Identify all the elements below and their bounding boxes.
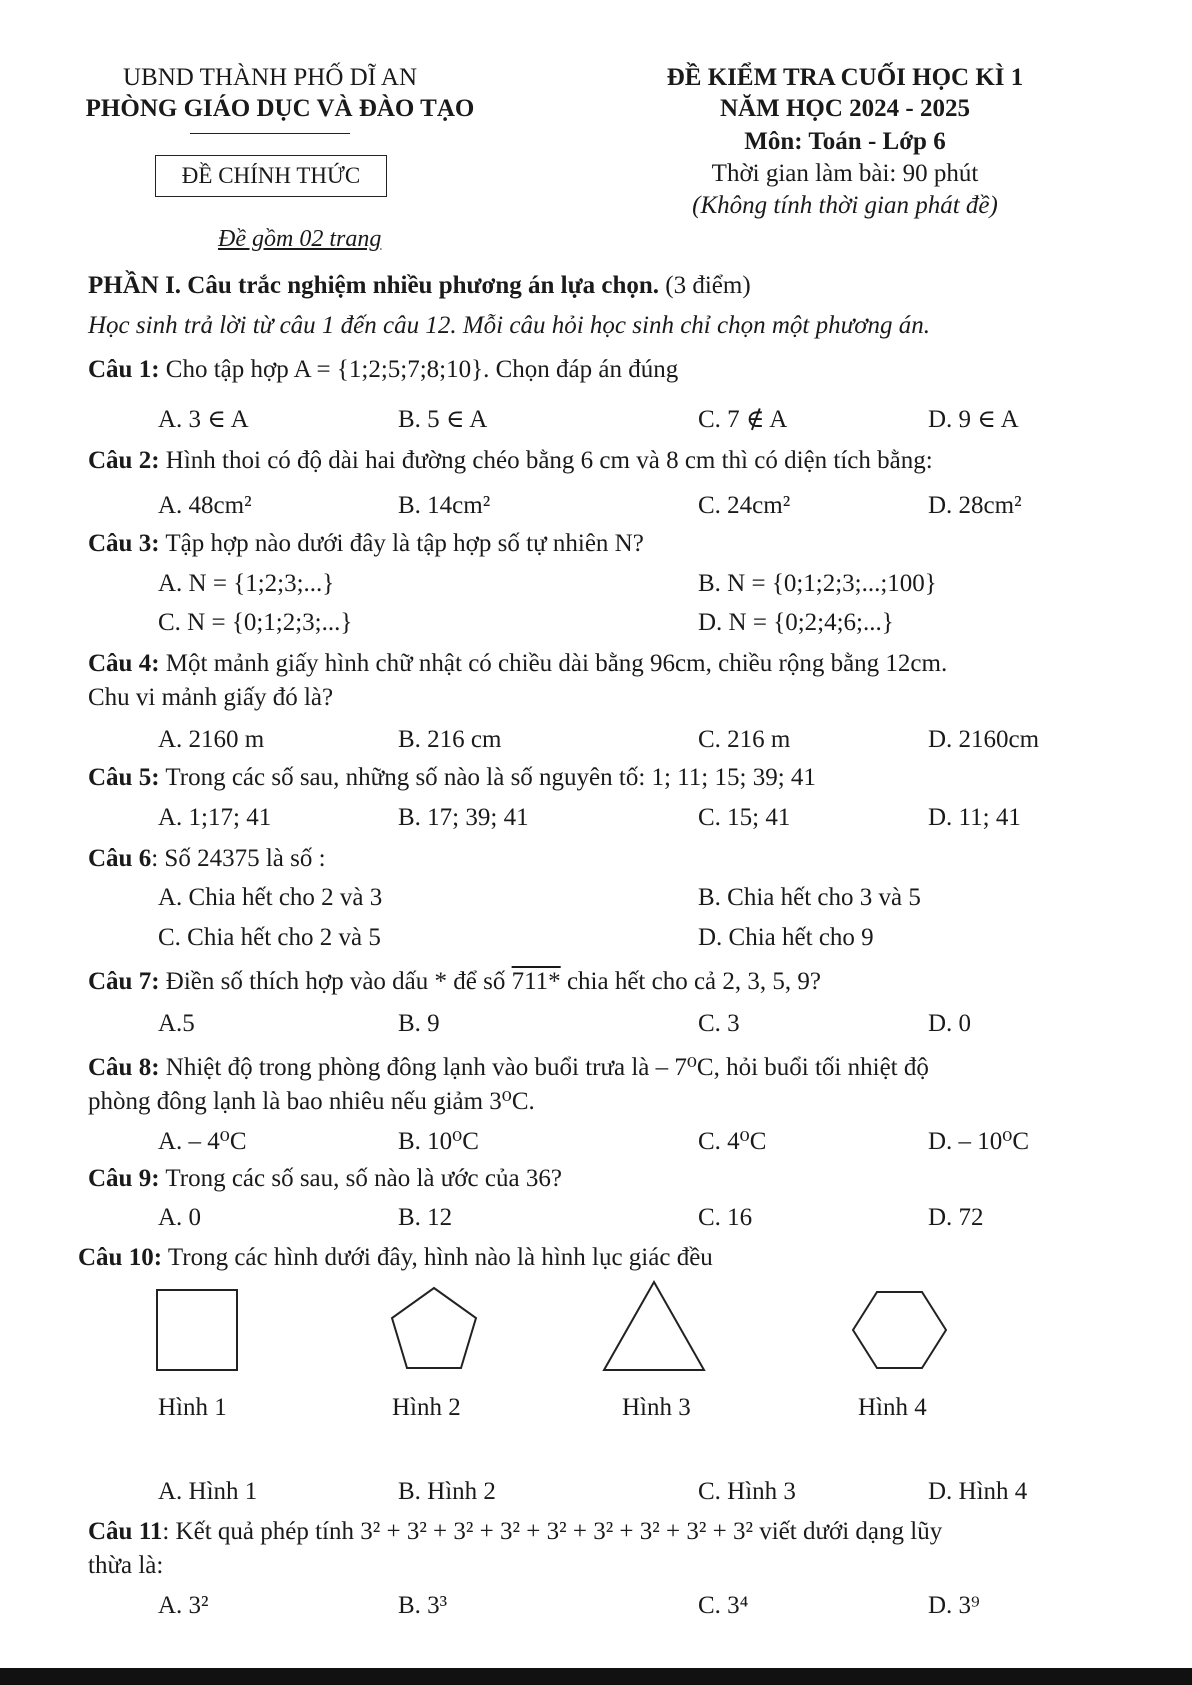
q9-option-a: A. 0 [158, 1204, 202, 1231]
figure-3-label: Hình 3 [622, 1394, 691, 1421]
q6-option-b: B. Chia hết cho 3 và 5 [698, 884, 921, 911]
header-department: UBND THÀNH PHỐ DĨ AN [123, 64, 417, 91]
q5-option-c: C. 15; 41 [698, 804, 791, 831]
hexagon-figure [853, 1292, 946, 1368]
q11-option-d: D. 3⁹ [928, 1592, 980, 1619]
question-5 [88, 764, 816, 792]
figure-1-label: Hình 1 [158, 1394, 227, 1421]
time-limit: Thời gian làm bài: 90 phút [711, 160, 979, 187]
q10-option-c: C. Hình 3 [698, 1478, 796, 1505]
question-text: Hình thoi có độ dài hai đường chéo bằng 6 cm và 8 cm thì có diện tích bằng: [159, 447, 933, 474]
q1-option-d: D. 9 ∈ A [928, 406, 1019, 433]
question-text-end: chia hết cho cả 2, 3, 5, 9? [560, 968, 822, 995]
school-year: NĂM HỌC 2024 - 2025 [720, 95, 970, 122]
q2-option-a: A. 48cm² [158, 492, 252, 519]
question-11 [88, 1518, 942, 1546]
question-8-cont: phòng đông lạnh là bao nhiêu nếu giảm 3⁰C. [88, 1088, 535, 1115]
q8-option-d: D. – 10⁰C [928, 1128, 1030, 1155]
part1-title: PHẦN I. Câu trắc nghiệm nhiều phương án lựa chọn. [88, 272, 660, 299]
q5-option-d: D. 11; 41 [928, 804, 1021, 831]
q9-option-d: D. 72 [928, 1204, 984, 1231]
header-office: PHÒNG GIÁO DỤC VÀ ĐÀO TẠO [85, 95, 475, 122]
q8-option-b: B. 10⁰C [398, 1128, 479, 1155]
figure-4-label: Hình 4 [858, 1394, 927, 1421]
q10-option-a: A. Hình 1 [158, 1478, 258, 1505]
part1-points: (3 điểm) [659, 272, 751, 299]
subject: Môn: Toán - Lớp 6 [744, 128, 946, 155]
q6-option-c: C. Chia hết cho 2 và 5 [158, 924, 381, 951]
time-note: (Không tính thời gian phát đề) [692, 192, 998, 219]
question-10 [78, 1244, 713, 1272]
q4-option-d: D. 2160cm [928, 726, 1040, 753]
question-label: Câu 11 [88, 1518, 163, 1545]
q2-option-d: D. 28cm² [928, 492, 1022, 519]
question-text: Nhiệt độ trong phòng đông lạnh vào buổi trưa là – 7⁰C, hỏi buổi tối nhiệt độ [159, 1054, 929, 1081]
q7-option-c: C. 3 [698, 1010, 740, 1037]
q1-option-c: C. 7 ∉ A [698, 406, 788, 433]
question-label: Câu 6 [88, 845, 152, 872]
q11-option-b: B. 3³ [398, 1592, 448, 1619]
question-text: Điền số thích hợp vào dấu * để số [159, 968, 512, 995]
q8-option-c: C. 4⁰C [698, 1128, 767, 1155]
question-text: Trong các hình dưới đây, hình nào là hình lục giác đều [162, 1244, 713, 1271]
question-label: Câu 5: [88, 764, 160, 791]
question-4-cont: Chu vi mảnh giấy đó là? [88, 684, 334, 711]
question-label: Câu 2: [88, 447, 160, 474]
exam-title: ĐỀ KIỂM TRA CUỐI HỌC KÌ 1 [666, 64, 1024, 91]
q7-option-d: D. 0 [928, 1010, 972, 1037]
square-figure [157, 1290, 237, 1370]
question-label: Câu 4: [88, 650, 160, 677]
q10-option-b: B. Hình 2 [398, 1478, 496, 1505]
q9-option-b: B. 12 [398, 1204, 453, 1231]
question-4 [88, 650, 947, 678]
q10-option-d: D. Hình 4 [928, 1478, 1028, 1505]
triangle-figure [604, 1282, 704, 1370]
q6-option-d: D. Chia hết cho 9 [698, 924, 874, 951]
figure-2-label: Hình 2 [392, 1394, 461, 1421]
q8-option-a: A. – 4⁰C [158, 1128, 247, 1155]
q5-option-a: A. 1;17; 41 [158, 804, 272, 831]
q6-option-a: A. Chia hết cho 2 và 3 [158, 884, 383, 911]
question-text: Trong các số sau, những số nào là số nguyên tố: 1; 11; 15; 39; 41 [159, 764, 816, 791]
question-text: Cho tập hợp A = {1;2;5;7;8;10}. Chọn đáp án đúng [159, 356, 679, 383]
q1-option-a: A. 3 ∈ A [158, 406, 249, 433]
q1-option-b: B. 5 ∈ A [398, 406, 488, 433]
q2-option-c: C. 24cm² [698, 492, 791, 519]
q3-option-b: B. N = {0;1;2;3;...;100} [698, 570, 937, 597]
question-1 [88, 356, 678, 384]
question-2 [88, 447, 933, 475]
question-text: Trong các số sau, số nào là ước của 36? [159, 1165, 562, 1192]
pages-note: Đề gồm 02 trang [218, 226, 382, 252]
official-badge: ĐỀ CHÍNH THỨC [155, 155, 387, 197]
part1-heading [88, 272, 751, 300]
q4-option-a: A. 2160 m [158, 726, 265, 753]
q11-option-a: A. 3² [158, 1592, 209, 1619]
header-divider [190, 133, 350, 134]
q4-option-b: B. 216 cm [398, 726, 502, 753]
q10-figures [0, 1270, 1192, 1380]
question-text: : Kết quả phép tính 3² + 3² + 3² + 3² + 3² + 3² + 3² + 3² + 3² viết dưới dạng lũy [162, 1518, 943, 1545]
part1-instruction: Học sinh trả lời từ câu 1 đến câu 12. Mỗi câu hỏi học sinh chỉ chọn một phương án. [88, 312, 931, 339]
number-with-bar: 711* [511, 968, 561, 995]
question-label: Câu 3: [88, 530, 160, 557]
question-3 [88, 530, 644, 558]
q3-option-a: A. N = {1;2;3;...} [158, 570, 335, 597]
q11-option-c: C. 3⁴ [698, 1592, 749, 1619]
q5-option-b: B. 17; 39; 41 [398, 804, 529, 831]
question-text: : Số 24375 là số : [151, 845, 326, 872]
q9-option-c: C. 16 [698, 1204, 753, 1231]
question-label: Câu 10: [78, 1244, 163, 1271]
question-label: Câu 1: [88, 356, 160, 383]
question-7 [88, 968, 821, 996]
question-text: Một mảnh giấy hình chữ nhật có chiều dài bằng 96cm, chiều rộng bằng 12cm. [159, 650, 948, 677]
question-label: Câu 7: [88, 968, 160, 995]
question-label: Câu 8: [88, 1054, 160, 1081]
q3-option-d: D. N = {0;2;4;6;...} [698, 609, 894, 636]
q2-option-b: B. 14cm² [398, 492, 491, 519]
question-6 [88, 845, 326, 873]
question-label: Câu 9: [88, 1165, 160, 1192]
question-text: Tập hợp nào dưới đây là tập hợp số tự nhiên N? [159, 530, 644, 557]
question-9 [88, 1165, 562, 1193]
q3-option-c: C. N = {0;1;2;3;...} [158, 609, 353, 636]
scan-edge-bar [0, 1668, 1192, 1685]
q7-option-b: B. 9 [398, 1010, 440, 1037]
pentagon-figure [392, 1288, 476, 1368]
question-11-cont: thừa là: [88, 1552, 164, 1579]
q7-option-a: A.5 [158, 1010, 195, 1037]
question-8 [88, 1052, 929, 1082]
q4-option-c: C. 216 m [698, 726, 791, 753]
